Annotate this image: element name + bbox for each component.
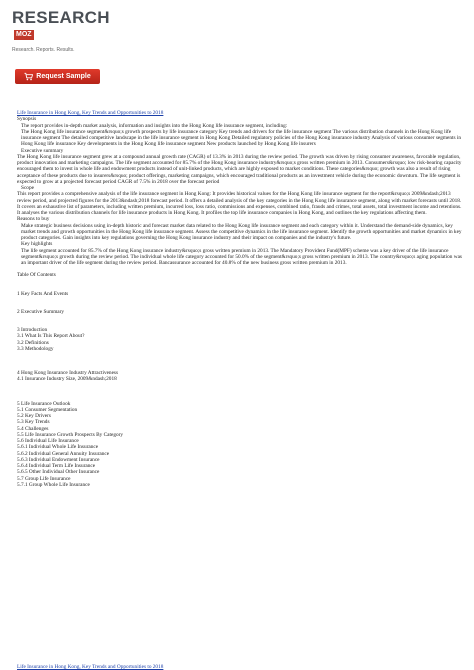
toc-item: 5.6.3 Individual Endowment Insurance (17, 456, 100, 463)
request-sample-label: Request Sample (36, 73, 91, 80)
toc-item: 3.2 Definitions (17, 339, 49, 346)
report-title-link[interactable]: Life Insurance in Hong Kong, Key Trends and Opportunities to 2018 (17, 110, 164, 116)
toc-item: 3.1 What Is This Report About? (17, 333, 85, 340)
toc-item: 5.5 Life Insurance Growth Prospects By Category (17, 431, 124, 438)
executive-summary-text: The Hong Kong life insurance segment grew at a compound annual growth rate (CAGR) of 13.3% in 2013 during the review period. The growth was driven by rising consumer awareness, favorable regulation, product innovation and marketing campaigns. The life segment accounted for 85.7% of the Hong Kong insurance industry&rsquo;s gross written premium in 2013. Consumers&rsquo; low risk-bearing capacity encouraged them to invest in whole life and endowment products instead of unit-linked products, which are highly exposed to market conditions. These categories&rsquo; growth was also a result of rising acceptance of these products due to insurers&rsquo; product offerings, marketing campaigns, which encouraged traditional products as an investment vehicle during the economic downturn. The life segment is expected to grow at a projected forecast period CAGR of 7.5% in 2018 over the forecast period (17, 153, 462, 185)
toc-item: 4.1 Insurance Industry Size, 2009&ndash;2018 (17, 376, 117, 383)
toc-item: 3.3 Methodology (17, 345, 54, 352)
logo-tagline: Research. Reports. Results. (12, 47, 75, 53)
key-highlights-text: The life segment accounted for 85.7% of the Hong Kong insurance industry&rsquo;s gross written premium in 2013. The Mandatory Provident Fund(MPF) scheme was a key driver of the life insurance segment&rsquo;s growth during the review period. The individual whole life category accounted for 50.0% of the segment&rsquo;s gross written premium in 2013. The country&rsquo;s aging population was an important driver of the life segment during the review period. Bancassurance accounted for 40.8% of the new business gross written premium in 2013. (21, 247, 462, 266)
toc-item: 5.6 Individual Life Insurance (17, 438, 79, 444)
cart-icon (24, 72, 33, 81)
synopsis-heading: Synopsis (17, 116, 37, 123)
toc-item: 5.3 Key Trends (17, 419, 50, 426)
executive-summary-heading: Executive summary (21, 147, 64, 154)
footer-report-link[interactable]: Life Insurance in Hong Kong, Key Trends and Opportunities to 2018 (17, 664, 164, 670)
report-content (17, 110, 462, 488)
logo-word: RESEARCH (12, 8, 110, 27)
toc-item: 5.6.5 Other Individual Other Insurance (17, 469, 100, 476)
toc-item: 5.6.2 Individual General Annuity Insurance (17, 450, 110, 457)
toc-item: 5.7 Group Life Insurance (17, 475, 71, 482)
toc-item: 3 Introduction (17, 327, 48, 333)
toc-item: 5.2 Key Drivers (17, 413, 51, 419)
toc-heading: Table Of Contents (17, 272, 56, 279)
toc-section-2: 2 Executive Summary (17, 308, 65, 315)
scope-text: This report provides a comprehensive analysis of the life insurance segment in Hong Kong: It provides historical values for the Hong Kong life insurance segment for the report&rsquo;s 2009&ndash;2013 review period, and projected figures for the 2013&ndash;2018 forecast period. It offers a detailed analysis of the key categories in the Hong Kong life insurance segment, along with market forecasts until 2018. It covers an exhaustive list of parameters, including written premium, incurred loss, loss ratio, commissions and expenses, combined ratio, frauds and crimes, total assets, total investment income and retentions. It analyses the various distribution channels for life insurance products in Hong Kong. It profiles the top life insurance companies in Hong Kong, and outlines the key regulations affecting them. (17, 191, 462, 216)
reasons-heading: Reasons to buy (17, 216, 50, 223)
toc-item: 5.6.4 Individual Term Life Insurance (17, 463, 96, 469)
research-moz-logo (12, 9, 112, 51)
toc-item: 5.1 Consumer Segmentation (17, 406, 78, 413)
synopsis-intro: The report provides in-depth market analysis, information and insights into the Hong Kong life insurance segment, including: (21, 122, 288, 129)
request-sample-button[interactable] (15, 69, 100, 84)
toc-item: 5.7.1 Group Whole Life Insurance (17, 481, 90, 488)
toc-section-1: 1 Key Facts And Events (17, 290, 69, 297)
toc-item: 5.4 Challenges (17, 425, 49, 432)
reasons-text: Make strategic business decisions using in-depth historic and forecast market data related to the Hong Kong life insurance segment and each category within it. Understand the demand-side dynamics, key market trends and growth opportunities in the Hong Kong life insurance segment. Assess the competitive dynamics in the life insurance segment. Identify the growth opportunities and market dynamics in key product categories. Gain insights into key regulations governing the Hong Kong insurance industry and their impact on companies and the industry's future. (21, 222, 462, 241)
toc-item: 5.6.1 Individual Whole Life Insurance (17, 444, 99, 451)
logo-badge: MOZ (16, 31, 32, 38)
toc-item: 5 Life Insurance Outlook (17, 400, 71, 407)
synopsis-list: The Hong Kong life insurance segment&rsquo;s growth prospects by life insurance category Key trends and drivers for the life insurance segment The various distribution channels in the Hong Kong life insurance segment The detailed competitive landscape in the life insurance segment in Hong Kong Detailed regulatory policies of the Hong Kong insurance industry Analysis of various consumer segments in Hong Kong life insurance Key developments in the Hong Kong life insurance segment New products launched by Hong Kong life insurers (21, 128, 462, 148)
toc-item: 4 Hong Kong Insurance Industry Attractiveness (17, 370, 119, 376)
key-highlights-heading: Key highlights (21, 241, 53, 248)
scope-heading: Scope (21, 185, 34, 191)
